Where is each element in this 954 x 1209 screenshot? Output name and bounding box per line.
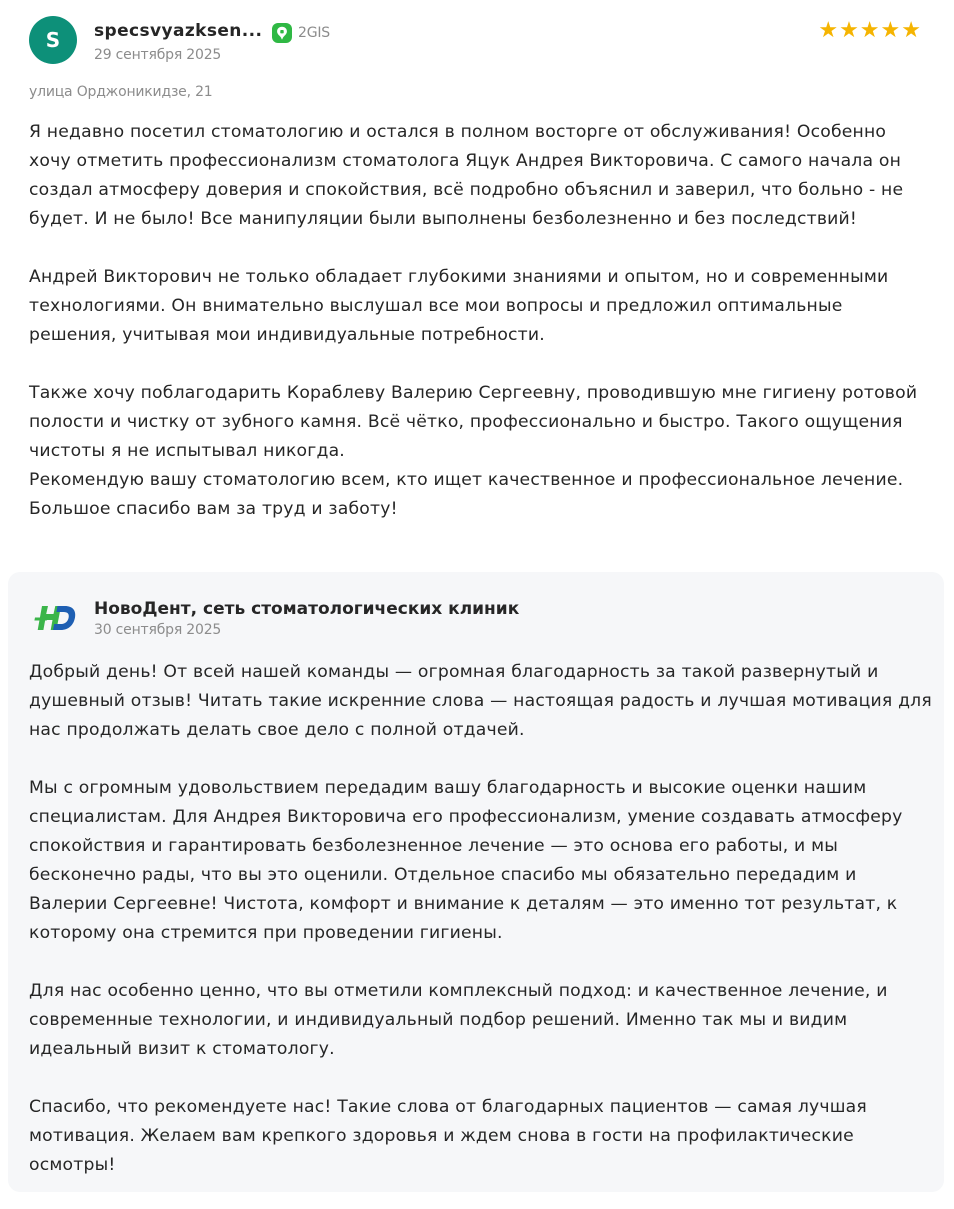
star-icon: ★ <box>880 18 901 43</box>
review-date: 29 сентября 2025 <box>94 47 222 63</box>
star-icon: ★ <box>818 18 839 43</box>
reply-paragraph: Мы с огромным удовольствием передадим вашу благодарность и высокие оценки нашим специалистам. Для Андрея Викторовича его профессионализм, умение создавать атмосферу спокойствия и гарантировать безболезненное лечение — это основа его работы, и мы бесконечно рады, что вы это оценили. Отдельное спасибо мы обязательно передадим и Валерии Сергеевне! Чистота, комфорт и внимание к деталям — это именно тот результат, к которому она стремится при проведении гигиены. <box>29 778 903 943</box>
author-name[interactable]: specsvyazksen... <box>94 21 263 41</box>
reply-paragraph: Спасибо, что рекомендуете нас! Такие слова от благодарных пациентов — самая лучшая мотивация. Желаем вам крепкого здоровья и ждем снова в гости на профилактические осмотры! <box>29 1097 867 1175</box>
reply-date: 30 сентября 2025 <box>94 622 222 638</box>
avatar[interactable]: S <box>29 16 77 64</box>
review-body <box>29 118 929 524</box>
review-source <box>272 23 330 43</box>
review-paragraph: Андрей Викторович не только обладает глубокими знаниями и опытом, но и современными технологиями. Он внимательно выслушал все мои вопросы и предложил оптимальные решения, учитывая мои индивидуальные потребности. <box>29 267 889 345</box>
source-label: 2GIS <box>298 25 330 41</box>
review-header <box>29 16 921 72</box>
reply-paragraph: Для нас особенно ценно, что вы отметили комплексный подход: и качественное лечение, и современные технологии, и индивидуальный подбор решений. Именно так мы и видим идеальный визит к стоматологу. <box>29 981 888 1059</box>
star-icon: ★ <box>839 18 859 43</box>
branch-address[interactable]: улица Орджоникидзе, 21 <box>29 84 213 100</box>
2gis-logo-icon <box>272 23 292 43</box>
rating-stars <box>818 20 921 42</box>
novodent-logo-icon <box>33 600 79 636</box>
company-reply <box>8 572 944 1192</box>
reply-body <box>29 658 934 1209</box>
star-icon: ★ <box>901 18 921 43</box>
reply-paragraph: Добрый день! От всей нашей команды — огромная благодарность за такой развернутый и душевный отзыв! Читать такие искренние слова — настоящая радость и лучшая мотивация для нас продолжать делать свое дело с полной отдачей. <box>29 662 932 740</box>
review-paragraph: Я недавно посетил стоматологию и остался в полном восторге от обслуживания! Особенно хочу отметить профессионализм стоматолога Яцук Андрея Викторовича. С самого начала он создал атмосферу доверия и спокойствия, всё подробно объяснил и заверил, что больно - не будет. И не было! Все манипуляции были выполнены безболезненно и без последствий! <box>29 122 904 229</box>
star-icon: ★ <box>859 18 880 43</box>
reply-company-name[interactable]: НовоДент, сеть стоматологических клиник <box>94 599 520 619</box>
review-paragraph: Также хочу поблагодарить Кораблеву Валерию Сергеевну, проводившую мне гигиену ротовой полости и чистку от зубного камня. Всё чётко, профессионально и быстро. Такого ощущения чистоты я не испытывал никогда. Рекомендую вашу стоматологию всем, кто ищет качественное и профессиональное лечение. Большое спасибо вам за труд и заботу! <box>29 383 918 519</box>
